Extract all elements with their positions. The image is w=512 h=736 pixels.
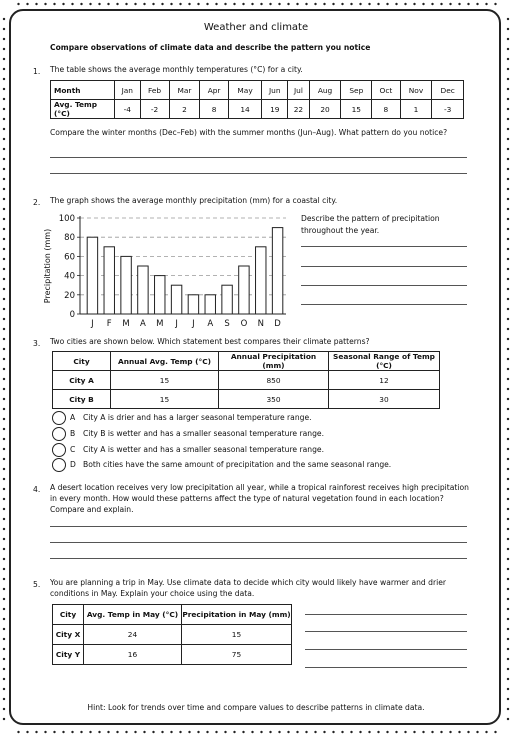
answer-line[interactable] [301,266,467,267]
month-cell: Oct [372,81,400,100]
x-tick-label: D [274,319,281,329]
bar-a-7 [205,295,215,314]
option-a-letter: A [70,413,76,422]
q5-line-1: You are planning a trip in May. Use climate data to decide which city would likely have warmer and drier [50,578,447,587]
y-tick-label: 80 [64,233,75,244]
y-tick-label: 60 [64,252,75,263]
q3-text: Two cities are shown below. Which statement best compares their climate patterns? [50,337,370,346]
cities-table-header: City [53,352,111,371]
option-c-radio[interactable] [52,443,66,457]
temp-cell: 1 [400,100,432,119]
month-cell: Jan [115,81,141,100]
temp-cell: 20 [309,100,341,119]
option-a-text: City A is drier and has a larger seasonal temperature range. [83,413,312,422]
table-cell: 12 [329,371,440,390]
q4-line-2: in every month. How would these patterns affect the type of natural vegetation found in each location? [50,494,444,503]
month-cell: Dec [432,81,464,100]
month-cell: Feb [140,81,169,100]
x-tick-label: A [140,319,146,329]
bar-m-4 [155,276,165,314]
may-table [52,604,292,665]
table-cell: City Y [53,645,84,665]
border-dots-right [505,14,511,722]
month-cell: Aug [309,81,341,100]
temp-cell: -2 [140,100,169,119]
x-tick-label: F [106,319,112,329]
table-cell: City B [53,390,111,409]
page-title: Weather and climate [203,22,309,33]
table-row [53,625,292,645]
bar-o-9 [239,266,249,314]
month-cell: Mar [169,81,200,100]
chart-y-label: Precipitation (mm) [43,228,52,304]
q1-number: 1. [33,67,41,76]
q5-line-2: conditions in May. Explain your choice using the data. [50,589,255,598]
month-cell: Nov [400,81,432,100]
q4-line-1: A desert location receives very low precipitation all year, while a tropical rainforest receives high precipitation [50,483,469,492]
x-tick-label: J [91,319,94,329]
option-c-letter: C [70,445,76,454]
x-tick-label: S [224,319,230,329]
answer-line[interactable] [305,631,467,632]
temp-cell: 19 [262,100,288,119]
temp-cell: 15 [341,100,372,119]
q1-prompt: Compare the winter months (Dec–Feb) with the summer months (Jun–Aug). What pattern do you notice? [50,128,448,137]
chart-y-ticks [59,214,80,320]
answer-line[interactable] [301,246,467,247]
temp-cell: 8 [200,100,228,119]
option-a-radio[interactable] [52,411,66,425]
table-cell: 24 [84,625,182,645]
y-tick-label: 40 [64,271,75,282]
bar-j-0 [87,237,97,314]
x-tick-label: N [257,319,264,329]
bar-j-5 [171,285,181,314]
option-d-letter: D [70,460,76,469]
table-cell: 15 [182,625,292,645]
q2-text: The graph shows the average monthly precipitation (mm) for a coastal city. [50,196,338,205]
month-cell: May [228,81,262,100]
bar-n-10 [256,247,266,314]
may-table-header: City [53,605,84,625]
chart-bars [87,228,283,314]
option-b-letter: B [70,429,76,438]
q2-number: 2. [33,198,41,207]
x-tick-label: M [122,319,130,329]
answer-line[interactable] [301,285,467,286]
answer-line[interactable] [50,542,467,543]
x-tick-label: J [175,319,178,329]
cities-table-header: Seasonal Range of Temp (°C) [329,352,440,371]
table-cell: City X [53,625,84,645]
cities-table-header: Annual Avg. Temp (°C) [111,352,219,371]
border-dots-bottom [14,729,498,735]
temp-cell: 14 [228,100,262,119]
temperature-table [50,80,464,119]
option-d-radio[interactable] [52,458,66,472]
x-tick-label: A [207,319,214,329]
x-tick-label: M [156,319,164,329]
option-d-text: Both cities have the same amount of precipitation and the same seasonal range. [83,460,392,469]
q4-number: 4. [33,485,41,494]
bar-j-6 [188,295,198,314]
y-tick-label: 20 [64,290,75,301]
option-b-text: City B is wetter and has a smaller seasonal temperature range. [83,429,324,438]
chart-x-ticks [90,319,281,329]
month-cell: Apr [200,81,228,100]
cities-table-header: Annual Precipitation (mm) [219,352,329,371]
q4-line-3: Compare and explain. [50,505,134,514]
answer-line[interactable] [50,173,467,174]
table-row [53,390,440,409]
answer-line[interactable] [305,649,467,650]
bar-f-1 [104,247,114,314]
temp-cell: 22 [288,100,309,119]
answer-line[interactable] [50,526,467,527]
instructions: Compare observations of climate data and describe the pattern you notice [50,43,371,52]
month-cell: Sep [341,81,372,100]
month-cell: Jul [288,81,309,100]
answer-line[interactable] [305,614,467,615]
y-tick-label: 100 [58,214,75,224]
bar-m-2 [121,256,131,314]
x-tick-label: J [192,319,195,329]
may-table-header: Avg. Temp in May (°C) [84,605,182,625]
x-tick-label: O [240,319,248,329]
temp-table-temp-header: Avg. Temp (°C) [51,100,115,119]
answer-line[interactable] [50,558,467,559]
temp-cell: -3 [432,100,464,119]
bar-a-3 [138,266,148,314]
table-row [53,371,440,390]
q3-number: 3. [33,339,41,348]
q1-text: The table shows the average monthly temperatures (°C) for a city. [50,65,303,74]
answer-line[interactable] [301,304,467,305]
may-table-header: Precipitation in May (mm) [182,605,292,625]
q5-number: 5. [33,580,41,589]
q2-side-prompt: Describe the pattern of precipitation throughout the year. [301,214,440,235]
option-b-radio[interactable] [52,427,66,441]
table-cell: 350 [219,390,329,409]
hint-text: Hint: Look for trends over time and compare values to describe patterns in climate data. [87,703,425,712]
temp-cell: -4 [115,100,141,119]
table-cell: 30 [329,390,440,409]
table-cell: 15 [111,371,219,390]
table-cell: City A [53,371,111,390]
temp-cell: 2 [169,100,200,119]
table-cell: 75 [182,645,292,665]
bar-d-11 [272,228,282,314]
temp-table-month-header: Month [51,81,115,100]
precipitation-chart [40,208,292,330]
y-tick-label: 0 [69,310,75,320]
table-cell: 16 [84,645,182,665]
table-row [53,645,292,665]
answer-line[interactable] [50,157,467,158]
table-cell: 850 [219,371,329,390]
temp-cell: 8 [372,100,400,119]
border-dots-top [14,1,498,7]
answer-line[interactable] [305,667,467,668]
border-dots-left [1,14,7,722]
bar-s-8 [222,285,232,314]
cities-table [52,351,440,409]
option-c-text: City A is wetter and has a smaller seasonal temperature range. [83,445,324,454]
month-cell: Jun [262,81,288,100]
table-cell: 15 [111,390,219,409]
